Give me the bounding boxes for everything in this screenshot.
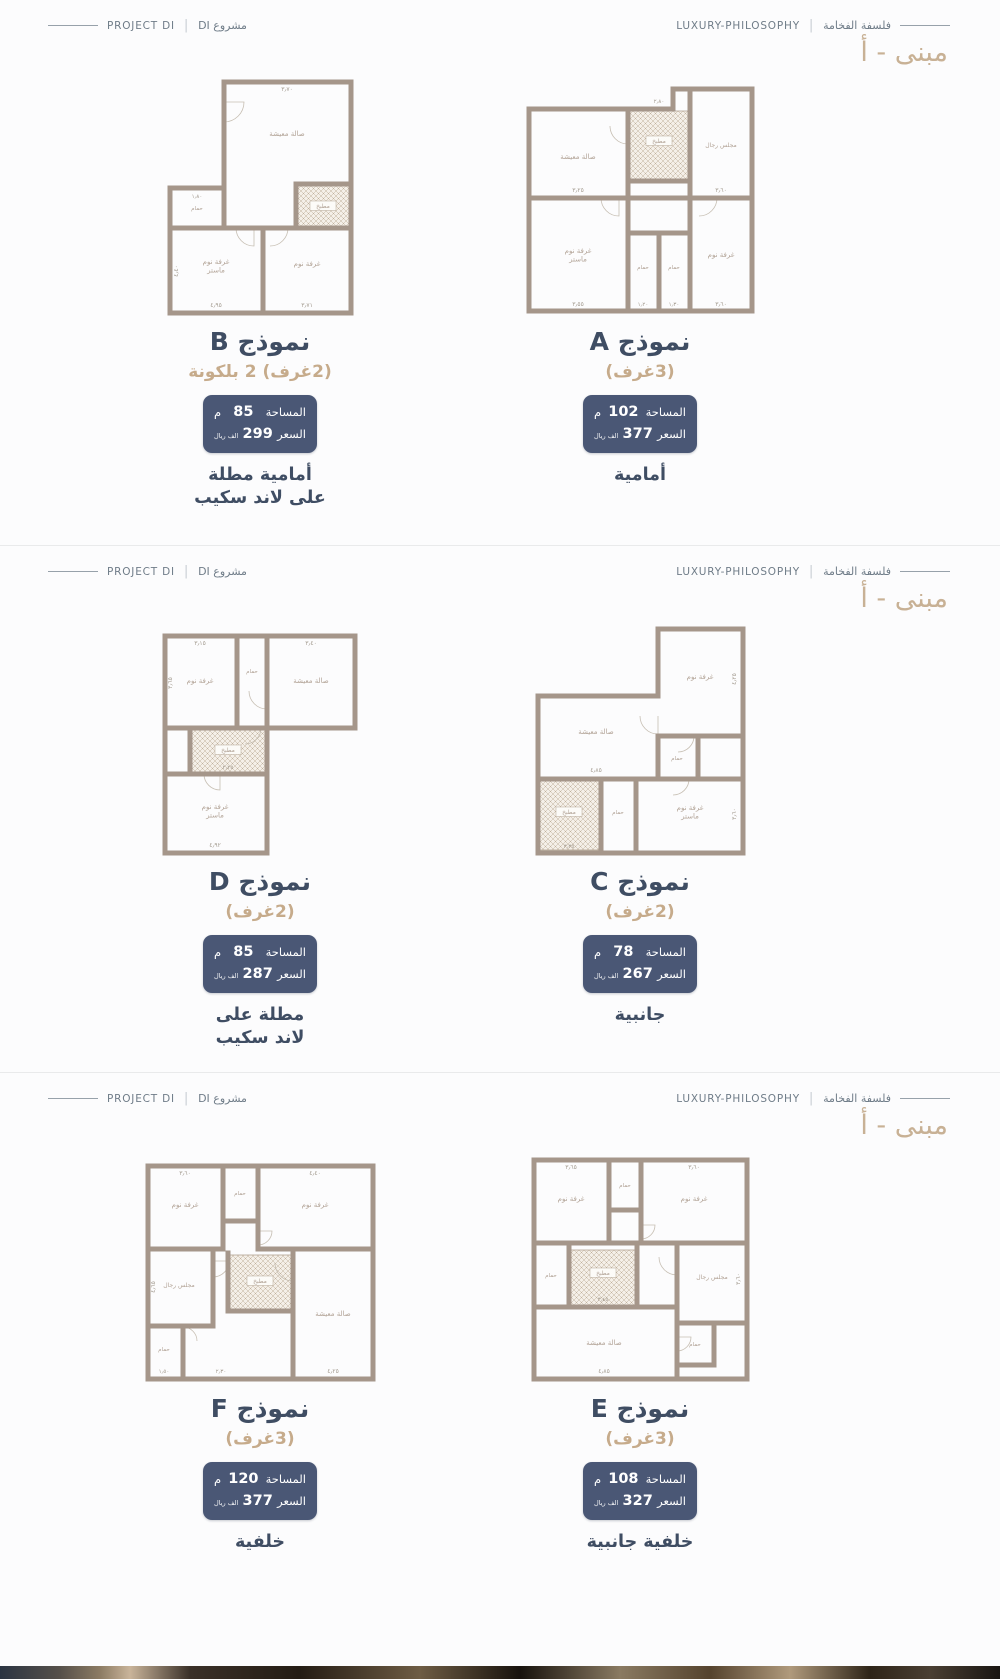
svg-text:مجلس رجال: مجلس رجال [162,1282,195,1289]
svg-text:صالة معيشة: صالة معيشة [269,130,305,138]
price-label: السعر [277,1493,306,1508]
luxury-name-en: LUXURY-PHILOSOPHY [676,1092,800,1105]
section-header [0,0,1000,33]
svg-text:غرفة نوم: غرفة نوم [293,260,321,268]
svg-text:٣٫٤٠: ٣٫٤٠ [305,640,317,647]
rooms-count: (3غرف) [225,1429,295,1449]
header-rule-left [48,571,98,572]
section-1 [0,0,1000,545]
desc-line-1: خلفية جانبية [586,1531,694,1552]
price-value: 267 [622,965,653,982]
svg-text:٤٫٤٠: ٤٫٤٠ [308,1170,321,1177]
svg-text:مجلس رجال: مجلس رجال [704,142,737,149]
svg-text:حمام: حمام [636,265,649,271]
svg-text:غرفة نوم: غرفة نوم [707,251,734,259]
model-name: نموذج D [208,867,312,896]
project-name-en: PROJECT DI [107,1092,175,1105]
model-name: نموذج A [589,327,691,356]
section-header [0,546,1000,579]
svg-text:٢٫٨٠: ٢٫٨٠ [653,99,664,105]
svg-text:صالة معيشة: صالة معيشة [577,728,614,736]
desc-line-2: لاند سكيب [215,1028,305,1049]
desc-line-1: أمامية مطلة [208,464,312,485]
svg-text:٢٫٣٠: ٢٫٣٠ [215,1369,226,1375]
svg-text:مطبخ: مطبخ [651,138,666,145]
svg-text:صالة معيشة: صالة معيشة [585,1339,622,1347]
svg-text:حمام: حمام [611,810,624,816]
price-label: السعر [657,1493,686,1508]
project-brand [48,564,247,579]
floorplan-e [529,1145,752,1383]
price-label: السعر [657,426,686,441]
svg-text:٣٫٤٥: ٣٫٤٥ [597,1297,608,1303]
svg-text:غرفة نوم: غرفة نوم [301,1201,328,1209]
meter-unit: م [594,405,602,419]
price-value: 377 [622,425,653,442]
price-value: 377 [242,1492,273,1509]
header-separator: | [183,564,190,579]
thousand-riyal-unit: الف ريال [214,431,239,440]
area-label: المساحة [645,405,686,419]
svg-text:حمام: حمام [191,206,203,212]
svg-text:مجلس رجال: مجلس رجال [695,1274,728,1281]
svg-text:غرفة نومماستر: غرفة نوم ماستر [564,247,591,264]
svg-text:حمام: حمام [157,1347,170,1353]
price-badge [203,1462,317,1520]
orientation-desc [194,464,326,512]
price-badge [583,1462,697,1520]
price-value: 287 [242,965,273,982]
svg-text:غرفة نوم: غرفة نوم [680,1195,707,1203]
header-rule-right [900,1098,950,1099]
meter-unit: م [214,405,222,419]
svg-text:صالة معيشة: صالة معيشة [314,1310,351,1318]
orientation-desc [615,1004,666,1052]
desc-line-1: خلفية [234,1531,286,1552]
area-value: 108 [608,1471,639,1487]
svg-text:٣٫٦٠: ٣٫٦٠ [714,187,727,194]
svg-text:٣٫١٥: ٣٫١٥ [194,640,206,647]
area-label: المساحة [265,1472,306,1486]
meter-unit: م [214,1472,222,1486]
svg-text:٣٫٦٠: ٣٫٦٠ [178,1170,191,1177]
area-value: 120 [228,1471,259,1487]
model-name: نموذج B [209,327,311,356]
price-label: السعر [657,966,686,981]
svg-text:١٫٢٠: ١٫٢٠ [637,302,648,308]
svg-text:٣٫٦٠: ٣٫٦٠ [734,1273,742,1285]
svg-text:غرفة نومماستر: غرفة نوم ماستر [202,258,230,275]
unit-card-e [450,1141,830,1579]
svg-text:٤٫٩٢: ٤٫٩٢ [209,842,221,849]
thousand-riyal-unit: الف ريال [214,971,239,980]
area-label: المساحة [265,405,306,419]
price-value: 299 [242,425,273,442]
price-value: 327 [622,1492,653,1509]
luxury-name-ar: فلسفة الفخامة [823,565,891,578]
unit-card-d [70,614,450,1052]
luxury-name-en: LUXURY-PHILOSOPHY [676,565,800,578]
area-label: المساحة [645,1472,686,1486]
svg-text:٣٫٦٠: ٣٫٦٠ [687,1164,700,1171]
luxury-name-en: LUXURY-PHILOSOPHY [676,19,800,32]
svg-text:٤٫٢٥: ٤٫٢٥ [326,1368,339,1375]
svg-text:غرفة نومماستر: غرفة نوم ماستر [201,803,229,820]
svg-text:مطبخ: مطبخ [595,1270,610,1277]
area-value: 85 [233,944,254,960]
model-name: نموذج F [210,1394,310,1423]
svg-text:٤٫٢٥: ٤٫٢٥ [730,673,738,685]
rooms-count: (2غرف) [605,902,675,922]
building-title: مبنى - أ [860,583,948,614]
svg-text:حمام: حمام [233,1191,246,1197]
header-rule-left [48,25,98,26]
meter-unit: م [214,945,222,959]
thousand-riyal-unit: الف ريال [214,1498,239,1507]
rooms-count: (3غرف) [605,362,675,382]
price-badge [203,935,317,993]
price-badge [583,395,697,453]
svg-text:١٫٥٠: ١٫٥٠ [158,1369,169,1375]
section-3 [0,1072,1000,1666]
luxury-name-ar: فلسفة الفخامة [823,19,891,32]
svg-text:غرفة نوم: غرفة نوم [686,673,713,681]
desc-line-2: على لاند سكيب [194,488,326,509]
model-name: نموذج E [590,1394,690,1423]
floorplan-a [523,72,758,316]
header-separator: | [808,564,815,579]
meter-unit: م [594,1472,602,1486]
svg-text:٢٫٢٥: ٢٫٢٥ [222,765,234,771]
orientation-desc [216,1004,305,1052]
building-title: مبنى - أ [860,37,948,68]
header-rule-right [900,25,950,26]
svg-text:٤٫٦٥: ٤٫٦٥ [149,1281,157,1293]
floorplan-f [143,1145,378,1383]
unit-card-b [70,68,450,512]
area-label: المساحة [265,945,306,959]
thousand-riyal-unit: الف ريال [594,971,619,980]
meter-unit: م [594,945,602,959]
svg-text:حمام: حمام [618,1183,631,1189]
floorplan-b [166,72,354,316]
svg-text:٣٫٦٠: ٣٫٦٠ [730,808,738,820]
svg-text:صالة معيشة: صالة معيشة [559,153,596,161]
thousand-riyal-unit: الف ريال [594,431,619,440]
svg-text:١٫٨٠: ١٫٨٠ [191,194,203,200]
photo-strip [0,1666,1000,1679]
rooms-count: (2غرف) [225,902,295,922]
svg-text:٣٫٢٥: ٣٫٢٥ [571,187,584,194]
rooms-count: (2غرف) 2 بلكونة [188,362,332,382]
unit-card-c [450,614,830,1052]
svg-text:١٫٣٠: ١٫٣٠ [668,302,679,308]
area-value: 102 [608,404,639,420]
header-separator: | [183,18,190,33]
model-name: نموذج C [590,867,690,896]
luxury-brand [676,564,950,579]
price-label: السعر [277,426,306,441]
area-value: 85 [233,404,254,420]
svg-text:مطبخ: مطبخ [252,1278,267,1285]
svg-text:٣٫٦٥: ٣٫٦٥ [564,1164,577,1171]
area-value: 78 [613,944,634,960]
thousand-riyal-unit: الف ريال [594,1498,619,1507]
floorplan-d [160,618,360,856]
rooms-count: (3غرف) [605,1429,675,1449]
desc-line-1: أمامية [614,464,666,485]
svg-text:غرفة نوم: غرفة نوم [557,1195,584,1203]
svg-text:٣٫٦٥: ٣٫٦٥ [167,677,174,689]
svg-text:حمام: حمام [544,1273,557,1279]
building-title: مبنى - أ [860,1110,948,1141]
svg-text:٣٫٧١: ٣٫٧١ [301,302,313,309]
orientation-desc [614,464,666,512]
svg-text:حمام: حمام [670,756,683,762]
svg-text:٤٫٩٥: ٤٫٩٥ [210,302,222,309]
luxury-name-ar: فلسفة الفخامة [823,1092,891,1105]
svg-text:٤٫٨٥: ٤٫٨٥ [589,767,602,774]
section-header [0,1073,1000,1106]
orientation-desc [587,1531,694,1579]
svg-text:مطبخ: مطبخ [561,809,576,816]
header-separator: | [808,1091,815,1106]
floorplan-c [533,618,748,856]
project-name-ar: مشروع DI [198,1092,247,1105]
header-rule-right [900,571,950,572]
orientation-desc [235,1531,285,1579]
svg-text:صالة معيشة: صالة معيشة [293,677,329,685]
svg-text:٣٫٦٠: ٣٫٦٠ [714,301,727,308]
luxury-brand [676,1091,950,1106]
svg-text:غرفة نوم: غرفة نوم [186,677,214,685]
project-brand [48,18,247,33]
svg-text:٣٫٧٠: ٣٫٧٠ [281,86,293,93]
project-name-en: PROJECT DI [107,19,175,32]
svg-text:٤٫٨٥: ٤٫٨٥ [597,1368,610,1375]
project-name-ar: مشروع DI [198,19,247,32]
price-badge [203,395,317,453]
header-rule-left [48,1098,98,1099]
area-label: المساحة [645,945,686,959]
project-name-en: PROJECT DI [107,565,175,578]
project-name-ar: مشروع DI [198,565,247,578]
luxury-brand [676,18,950,33]
svg-text:٣٫٥٥: ٣٫٥٥ [571,301,584,308]
svg-text:حمام: حمام [667,265,680,271]
price-label: السعر [277,966,306,981]
price-badge [583,935,697,993]
svg-text:مطبخ: مطبخ [316,203,330,210]
svg-text:حمام: حمام [246,669,258,675]
svg-text:غرفة نومماستر: غرفة نوم ماستر [676,804,703,821]
svg-text:حمام: حمام [688,1342,701,1348]
svg-text:٣٫٣٥: ٣٫٣٥ [563,844,574,850]
svg-text:مطبخ: مطبخ [221,747,235,754]
desc-line-1: مطلة على [215,1004,305,1025]
desc-line-1: جانبية [614,1004,666,1025]
unit-card-f [70,1141,450,1579]
header-separator: | [808,18,815,33]
unit-card-a [450,68,830,512]
project-brand [48,1091,247,1106]
svg-text:غرفة نوم: غرفة نوم [171,1201,198,1209]
header-separator: | [183,1091,190,1106]
svg-text:٤٫٤٠: ٤٫٤٠ [173,265,180,277]
section-2 [0,545,1000,1072]
